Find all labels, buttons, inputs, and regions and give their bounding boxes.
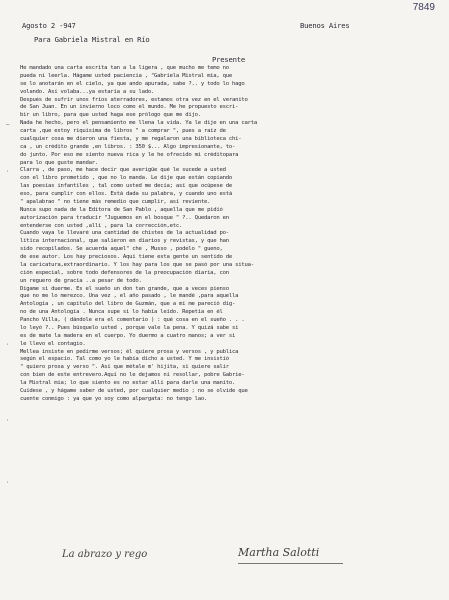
letter-place: Buenos Aires <box>300 21 350 30</box>
letter-line: cuente conmigo : ya que yo soy como alpargata: no tengo lao. <box>20 395 208 402</box>
letter-line: se lo anotarán en el cielo, ya que ando apurada, sabe ?.. y todo lo hago <box>20 80 245 87</box>
letter-line: es de mate la madera en el cuerpo. Yo duermo a cuatro manos; a ver si <box>20 332 236 339</box>
letter-line: la Mistral mía; lo que siento es no estar allí para darle una manito. <box>20 380 236 386</box>
letter-line: entenderse con usted ,allí , para la corrección,etc. <box>20 222 183 229</box>
letter-line: con bien de este entrevero.Aquí no le dejamos ni resollar, pobre Gabrie- <box>20 372 245 379</box>
letter-line: " apalabrao " no tiene más remedio que cumplir, así reviente. <box>20 198 211 205</box>
letter-line: Nada he hecho, pero el pensamiento me llena la vida. Ya le dije en una carta <box>20 120 257 127</box>
letter-line: la caricatura,extraordinario. Y los hay para los que se pasó por una situa- <box>20 261 254 268</box>
letter-body <box>20 65 442 404</box>
letter-line: Mellea insiste en pedirme versos; él quiere prosa y versos , y publica <box>20 348 239 355</box>
letter-line: lo leyó ?.. Pues búsquelo usted , porque vale la pena. Y quizá sabe si <box>20 324 239 331</box>
letter-line: no de una Antología . Nunca supe si lo había leído. Repetía en él <box>20 309 223 316</box>
margin-mark: · <box>6 169 10 175</box>
letter-line: un reguero de gracia ..a pesar de todo. <box>20 277 142 284</box>
margin-mark: — <box>6 122 10 128</box>
letter-line: lítica internacional, que salieron en diarios y revistas, y que han <box>20 238 229 245</box>
letter-line: ca , un crédito grande ,en libros. : 350 $... Algo impresionante, to- <box>20 143 236 150</box>
letter-line: de San Juan. En un invierno loco como el mundo. Me he propuesto escri- <box>20 104 239 111</box>
letter-line: de ese autor. Los hay preciosos. Aquí tiene esta gente un sentido de <box>20 254 233 260</box>
letter-line: para lo que guste mandar. <box>20 159 98 166</box>
letter-line: le llevo el contagio. <box>20 340 86 347</box>
recipient-line: Para Gabriela Mistral en Río <box>34 35 150 44</box>
letter-line: con el libro prometido , que no lo manda. Le dije que están copiando <box>20 175 233 182</box>
archive-number: 7849 <box>412 2 435 13</box>
letter-line: según el espacio. Tal como yo le había dicho a usted. Y me insistió <box>20 356 229 363</box>
letter-line: " quiero prosa y verso ". Así que métale m' hijita, si quiere salir <box>20 364 229 371</box>
letter-line: cualquier cosa me dieron una fiesta, y me regalaron una biblioteca chi- <box>20 135 242 142</box>
letter-line: Cuando vaya le llevaré una cantidad de chistes de la actualidad po- <box>20 230 229 237</box>
letter-line: que no me lo merezco. Una vez , el año pasado , le mandé ,para aquella <box>20 293 239 300</box>
letter-line: He mandado una carta escrita tan a la ligera , que mucho me temo no <box>20 65 229 71</box>
letter-line: Clarra , de paso, me hace decir que averigüe qué le sucede a usted <box>20 167 226 174</box>
letter-line: autorización para traducir "Juguemos en el bosque " ?.. Quedaron en <box>20 214 229 221</box>
signature-handwritten: Martha Salotti <box>238 546 320 559</box>
margin-mark: · <box>6 418 10 424</box>
letter-line: eso, para cumplir con ellos. Está dada su palabra, y cuando uno está <box>20 191 233 197</box>
letter-line: Después de sufrir unos fríos aterradores, estamos otra vez en el veranito <box>20 96 248 103</box>
letter-date: Agosto 2 -947 <box>22 21 76 30</box>
letter-line: carta ,que estoy riquísima de libros " a comprar ", pues a raíz de <box>20 128 226 134</box>
letter-line: bir un libro, para que usted haga ese prólogo que me dijo. <box>20 112 201 119</box>
letter-line: volando. Así volaba...ya estaría a su lado. <box>20 88 155 95</box>
closing-handwritten: La abrazo y rego <box>62 549 148 560</box>
letter-line: las poesías infantiles , tal como usted me decía; así que ocúpese de <box>20 183 233 190</box>
signature-underline <box>238 563 343 564</box>
letter-line: Pancho Villa, ( dándole era el comentario ) : qué cosa en el sueño . . . <box>20 317 245 323</box>
letter-line: Cuídese , y hágame saber de usted, por cualquier medio ; no se olvide que <box>20 387 248 394</box>
margin-mark: · <box>6 480 10 486</box>
letter-line: Dígame si duerme. Es el sueño un don tan grande, que a veces pienso <box>20 285 229 292</box>
letter-line: Antología , un capítulo del libro de Guzmán, que a mí me pareció dig- <box>20 301 236 308</box>
letter-line: Nunca supo nada de la Editora de San Pablo , aquella que me pidió <box>20 206 223 213</box>
letter-line: do junto. Por eso me siento nueva rica y le he ofrecido mi créditopara <box>20 151 239 158</box>
letter-line: ción especial, sobre todo defensores de la preocupación diaria, con <box>20 269 229 276</box>
presente-heading: Presente <box>212 55 246 64</box>
letter-line: sido recopilados. Se acuerda aquel" che , Musso , podelo " gueno, <box>20 246 223 253</box>
letter-line: pueda ni leerla. Hágame usted paciencia , "Gabriela Mistral mía, que <box>20 72 233 79</box>
margin-mark: · <box>6 342 10 348</box>
